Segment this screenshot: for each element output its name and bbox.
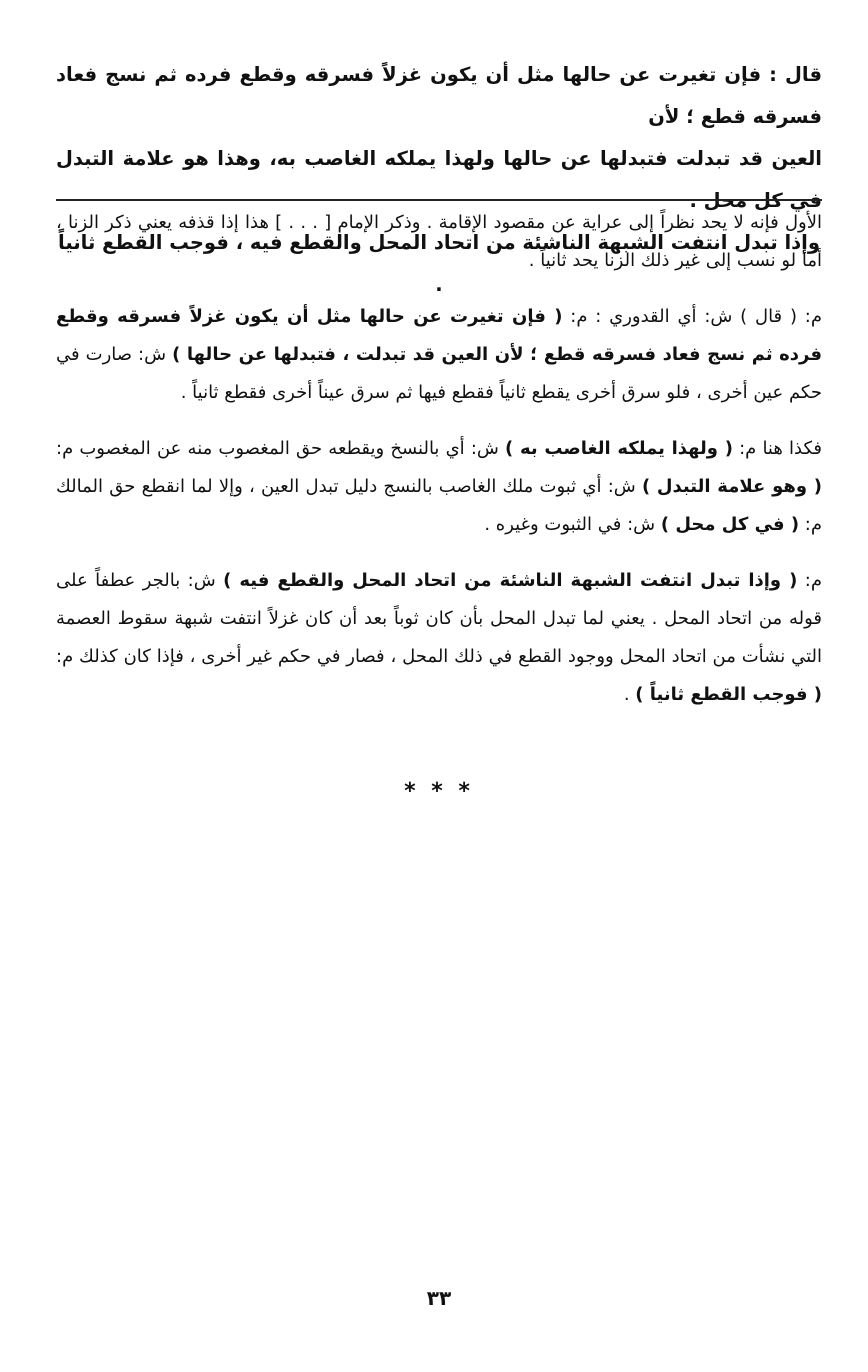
- commentary-p3-quote-3: ( في كل محل ): [660, 514, 800, 535]
- main-text-line-1: قال : فإن تغيرت عن حالها مثل أن يكون غزلاً فسرقه وقطع فرده ثم نسج فعاد فسرقه قطع ؛ لأن: [56, 63, 822, 128]
- section-separator: * * *: [404, 779, 474, 804]
- commentary-p2-explanation: ش: صارت في حكم عين أخرى ، فلو سرق أخرى يقطع ثانياً فقطع فيها ثم سرق عيناً أخرى فقطع ثانياً .: [56, 344, 822, 403]
- commentary-p2-quote: ( فإن تغيرت عن حالها مثل أن يكون غزلاً فسرقه وقطع فرده ثم نسج فعاد فسرقه قطع ؛ لأن العين قد تبدلت ، فتبدلها عن حالها ): [56, 306, 823, 365]
- commentary-p4-end: .: [623, 684, 636, 705]
- commentary-p3-explanation-1: ش: أي بالنسخ ويقطعه حق المغصوب منه عن المغصوب م:: [56, 438, 506, 459]
- commentary-paragraph-3: [56, 430, 822, 544]
- commentary-p4-quote-2: ( فوجب القطع ثانياً ): [635, 684, 822, 705]
- commentary-paragraph-4: [56, 562, 822, 714]
- commentary-p4-quote-1: ( وإذا تبدل انتفت الشبهة الناشئة من اتحاد المحل والقطع فيه ): [223, 570, 798, 591]
- commentary-paragraph-2: [56, 298, 822, 412]
- commentary-paragraph-1: الأول فإنه لا يحد نظراً إلى عراية عن مقصود الإقامة . وذكر الإمام [ . . . ] هذا إذا قذفه يعني ذكر الزنا ، أما لو نسب إلى غير ذلك الزنا يحد ثانياً .: [56, 212, 822, 271]
- main-text-line-2: العين قد تبدلت فتبدلها عن حالها ولهذا يملكه الغاصب به، وهذا هو علامة التبدل في كل محل .: [56, 147, 822, 212]
- commentary-p2-lead: م: ( قال ) ش: أي القدوري : م:: [562, 306, 822, 327]
- main-text-line-3: وإذا تبدل انتفت الشبهة الناشئة من اتحاد المحل والقطع فيه ، فوجب القطع ثانياً .: [58, 231, 820, 296]
- divider-rule: [56, 199, 822, 201]
- page-number: ٣٣: [426, 1286, 452, 1310]
- commentary-p3-lead: فكذا هنا م:: [732, 438, 822, 459]
- commentary-p4-lead: م:: [797, 570, 822, 591]
- commentary-p3-quote-2: ( وهو علامة التبدل ): [641, 476, 822, 497]
- commentary: [56, 204, 822, 732]
- commentary-p3-explanation-3: ش: في الثبوت وغيره .: [484, 514, 661, 535]
- commentary-p3-quote-1: ( ولهذا يملكه الغاصب به ): [505, 438, 733, 459]
- commentary-p4-explanation: ش: بالجر عطفاً على قوله من اتحاد المحل . يعني لما تبدل المحل بأن كان ثوباً بعد أن كان غزلاً انتفت شبهة سقوط العصمة التي نشأت من اتحاد المحل ووجود القطع في ذلك المحل ، فصار في حكم غير أخرى ، فإذا كان كذلك م:: [56, 570, 822, 667]
- page: [56, 54, 822, 1344]
- commentary-p3-explanation-2: ش: أي ثبوت ملك الغاصب بالنسج دليل تبدل العين ، وإلا لما انقطع حق المالك م:: [56, 476, 822, 535]
